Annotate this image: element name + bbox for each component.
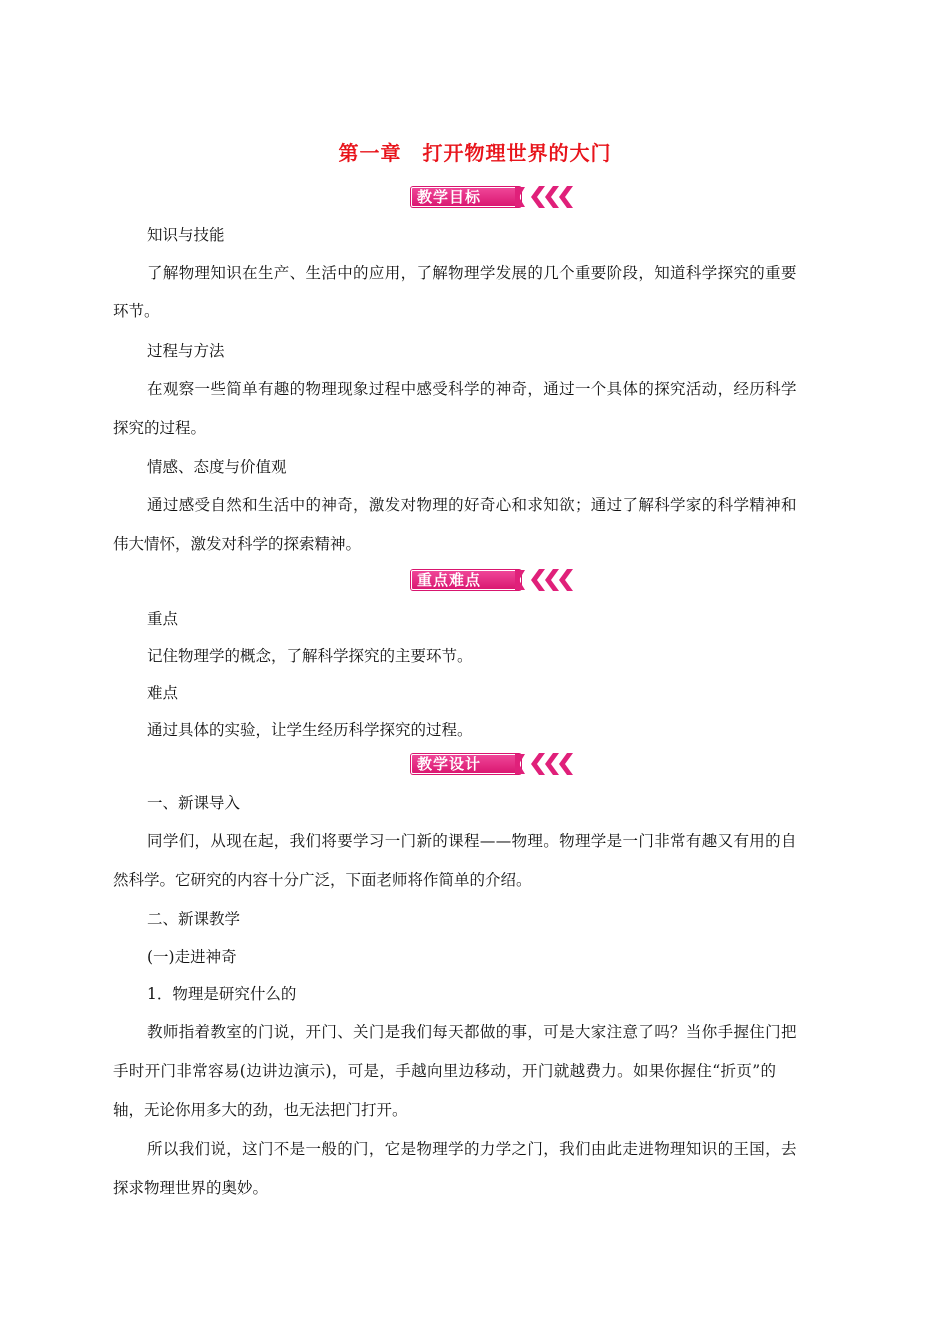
chevron-left-icon [515, 752, 579, 776]
intro-text-line-1: 同学们，从现在起，我们将要学习一门新的课程——物理。物理学是一门非常有趣又有用的自 [147, 832, 797, 850]
chevron-left-icon [515, 568, 579, 592]
emotion-text-line-2: 伟大情怀，激发对科学的探索精神。 [113, 535, 362, 553]
banner-label: 重点难点 [411, 570, 521, 590]
process-text-line-2: 探究的过程。 [113, 419, 207, 437]
item-1-paragraph-2-line-1: 所以我们说，这门不是一般的门，它是物理学的力学之门，我们由此走进物理知识的王国，去 [147, 1140, 797, 1158]
item-1-paragraph-1-line-1: 教师指着教室的门说，开门、关门是我们每天都做的事，可是大家注意了吗？当你手握住门把 [147, 1023, 797, 1041]
knowledge-text-line-1: 了解物理知识在生产、生活中的应用，了解物理学发展的几个重要阶段，知道科学探究的重要 [147, 264, 797, 282]
difficulty-heading: 难点 [147, 684, 179, 702]
intro-heading: 一、新课导入 [147, 794, 241, 812]
item-1-paragraph-1-line-3: 轴，无论你用多大的劲，也无法把门打开。 [113, 1101, 408, 1119]
teaching-heading: 二、新课教学 [147, 910, 241, 928]
emotion-heading: 情感、态度与价值观 [147, 458, 287, 476]
banner-label: 教学目标 [411, 187, 521, 207]
emotion-text-line-1: 通过感受自然和生活中的神奇，激发对物理的好奇心和求知欲；通过了解科学家的科学精神和 [147, 496, 797, 514]
focus-heading: 重点 [147, 610, 179, 628]
process-text-line-1: 在观察一些简单有趣的物理现象过程中感受科学的神奇，通过一个具体的探究活动，经历科学 [147, 380, 797, 398]
item-1-heading: 1．物理是研究什么的 [147, 985, 297, 1003]
chapter-title: 第一章 打开物理世界的大门 [338, 141, 612, 165]
banner-teaching-goals [411, 185, 579, 209]
banner-label: 教学设计 [411, 754, 521, 774]
item-1-paragraph-1-line-2: 手时开门非常容易(边讲边演示)，可是，手越向里边移动，开门就越费力。如果你握住“折页”的 [113, 1062, 777, 1080]
banner-teaching-design [411, 752, 579, 776]
difficulty-text: 通过具体的实验，让学生经历科学探究的过程。 [147, 721, 473, 739]
focus-text: 记住物理学的概念，了解科学探究的主要环节。 [147, 647, 473, 665]
section-subheading: (一)走进神奇 [147, 948, 237, 966]
intro-text-line-2: 然科学。它研究的内容十分广泛，下面老师将作简单的介绍。 [113, 871, 532, 889]
knowledge-text-line-2: 环节。 [113, 302, 160, 320]
chevron-left-icon [515, 185, 579, 209]
banner-key-points [411, 568, 579, 592]
item-1-paragraph-2-line-2: 探求物理世界的奥妙。 [113, 1179, 269, 1197]
knowledge-heading: 知识与技能 [147, 226, 225, 244]
process-heading: 过程与方法 [147, 342, 225, 360]
